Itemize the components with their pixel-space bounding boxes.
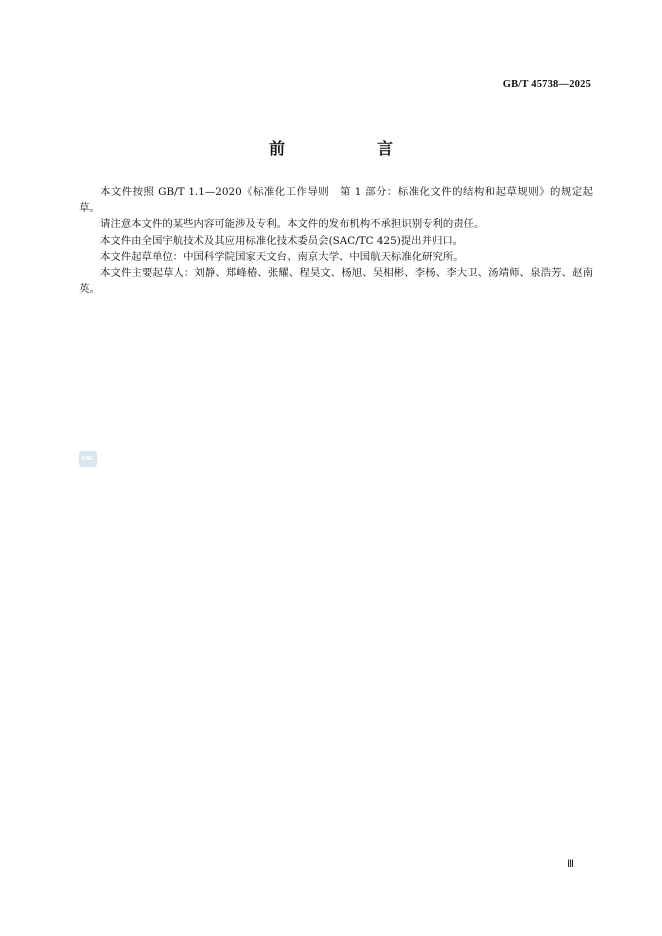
publisher-logo-icon: SAC: [79, 451, 97, 467]
page-number: Ⅲ: [567, 859, 574, 870]
foreword-body: [79, 184, 593, 297]
paragraph-proposer: 本文件由全国宇航技术及其应用标准化技术委员会(SAC/TC 425)提出并归口。: [100, 234, 464, 247]
paragraph-drafting-rules: 本文件按照 GB/T 1.1—2020《标准化工作导则 第 1 部分：标准化文件的结构和起草规则》的规定起草。: [79, 186, 593, 215]
paragraph-patent-notice: 请注意本文件的某些内容可能涉及专利。本文件的发布机构不承担识别专利的责任。: [100, 218, 485, 231]
standard-code: GB/T 45738—2025: [502, 79, 591, 90]
page-title: 前 言: [268, 139, 431, 158]
paragraph-drafting-units: 本文件起草单位：中国科学院国家天文台、南京大学、中国航天标准化研究所。: [100, 250, 464, 263]
paragraph-drafters: 本文件主要起草人：刘静、郑峰椿、张耀、程昊文、杨旭、吴相彬、李杨、李大卫、汤靖师、泉浩芳、赵南英。: [79, 267, 593, 296]
